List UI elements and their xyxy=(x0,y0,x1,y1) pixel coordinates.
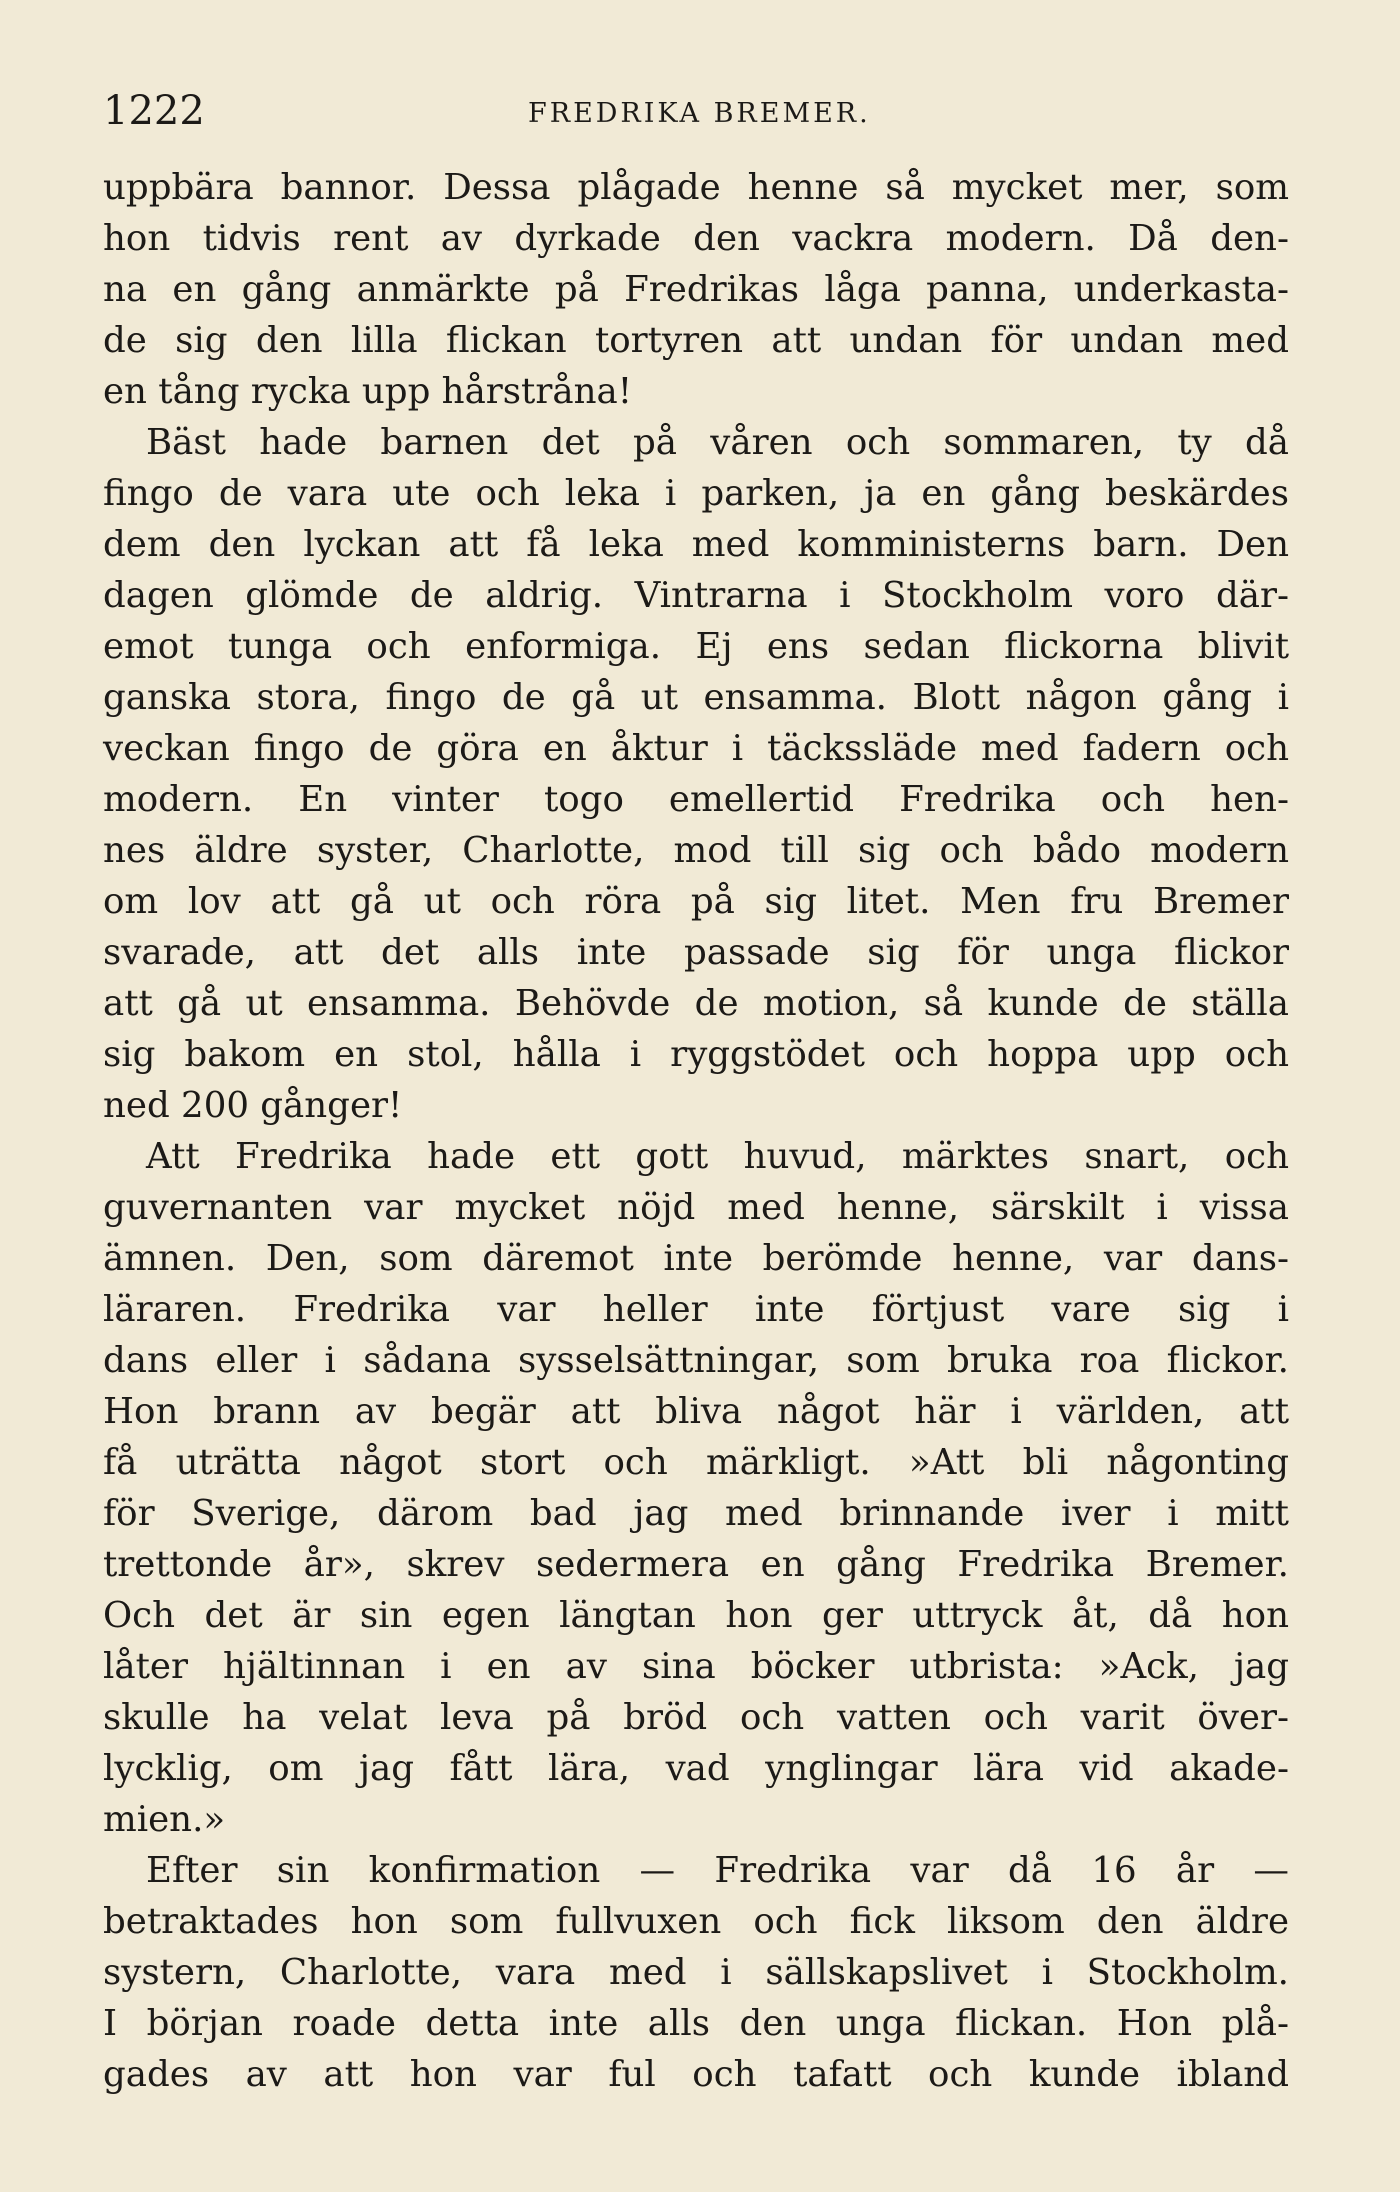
text-line: dagen glömde de aldrig. Vintrarna i Stockholm voro där- xyxy=(103,575,1289,616)
text-line: skulle ha velat leva på bröd och vatten och varit över- xyxy=(103,1697,1289,1738)
body-text xyxy=(103,162,1289,2100)
text-line: för Sverige, därom bad jag med brinnande iver i mitt xyxy=(103,1493,1289,1534)
text-line: Bäst hade barnen det på våren och sommaren, ty då xyxy=(146,422,1289,463)
text-line: trettonde år», skrev sedermera en gång Fredrika Bremer. xyxy=(103,1544,1289,1585)
text-line: veckan fingo de göra en åktur i täckssläde med fadern och xyxy=(103,728,1289,769)
running-title: FREDRIKA BREMER. xyxy=(528,98,871,129)
text-line: Att Fredrika hade ett gott huvud, märktes snart, och xyxy=(146,1136,1289,1177)
text-line: ned 200 gånger! xyxy=(103,1085,403,1126)
text-line: Efter sin konfirmation — Fredrika var då 16 år — xyxy=(146,1850,1289,1891)
text-line: mien.» xyxy=(103,1799,226,1840)
text-line: att gå ut ensamma. Behövde de motion, så kunde de ställa xyxy=(103,983,1289,1024)
text-line: få uträtta något stort och märkligt. »Att bli någonting xyxy=(103,1442,1289,1483)
text-line: guvernanten var mycket nöjd med henne, särskilt i vissa xyxy=(103,1187,1289,1228)
text-line: svarade, att det alls inte passade sig för unga flickor xyxy=(103,932,1289,973)
text-line: de sig den lilla flickan tortyren att undan för undan med xyxy=(103,320,1289,361)
text-line: om lov att gå ut och röra på sig litet. Men fru Bremer xyxy=(103,881,1289,922)
text-line: betraktades hon som fullvuxen och fick liksom den äldre xyxy=(103,1901,1289,1942)
text-line: Hon brann av begär att bliva något här i världen, att xyxy=(103,1391,1289,1432)
text-line: lycklig, om jag fått lära, vad ynglingar lära vid akade- xyxy=(103,1748,1289,1789)
text-line: na en gång anmärkte på Fredrikas låga panna, underkasta- xyxy=(103,269,1289,310)
text-line: ämnen. Den, som däremot inte berömde henne, var dans- xyxy=(103,1238,1289,1279)
text-line: dans eller i sådana sysselsättningar, som bruka roa flickor. xyxy=(103,1340,1289,1381)
text-line: systern, Charlotte, vara med i sällskapslivet i Stockholm. xyxy=(103,1952,1289,1993)
text-line: fingo de vara ute och leka i parken, ja en gång beskärdes xyxy=(103,473,1289,514)
page-header xyxy=(103,82,1303,142)
text-line: låter hjältinnan i en av sina böcker utbrista: »Ack, jag xyxy=(103,1646,1289,1687)
text-line: sig bakom en stol, hålla i ryggstödet och hoppa upp och xyxy=(103,1034,1289,1075)
text-line: uppbära bannor. Dessa plågade henne så mycket mer, som xyxy=(103,167,1289,208)
text-line: gades av att hon var ful och tafatt och kunde ibland xyxy=(103,2054,1289,2095)
text-line: modern. En vinter togo emellertid Fredrika och hen- xyxy=(103,779,1289,820)
text-line: nes äldre syster, Charlotte, mod till sig och bådo modern xyxy=(103,830,1289,871)
text-line: hon tidvis rent av dyrkade den vackra modern. Då den- xyxy=(103,218,1289,259)
text-line: Och det är sin egen längtan hon ger uttryck åt, då hon xyxy=(103,1595,1289,1636)
text-line: emot tunga och enformiga. Ej ens sedan flickorna blivit xyxy=(103,626,1289,667)
text-line: I början roade detta inte alls den unga flickan. Hon plå- xyxy=(103,2003,1289,2044)
text-line: ganska stora, fingo de gå ut ensamma. Blott någon gång i xyxy=(103,677,1289,718)
text-line: dem den lyckan att få leka med komministerns barn. Den xyxy=(103,524,1289,565)
text-line: en tång rycka upp hårstråna! xyxy=(103,371,632,412)
page-number: 1222 xyxy=(103,88,205,134)
text-line: läraren. Fredrika var heller inte förtjust vare sig i xyxy=(103,1289,1289,1330)
